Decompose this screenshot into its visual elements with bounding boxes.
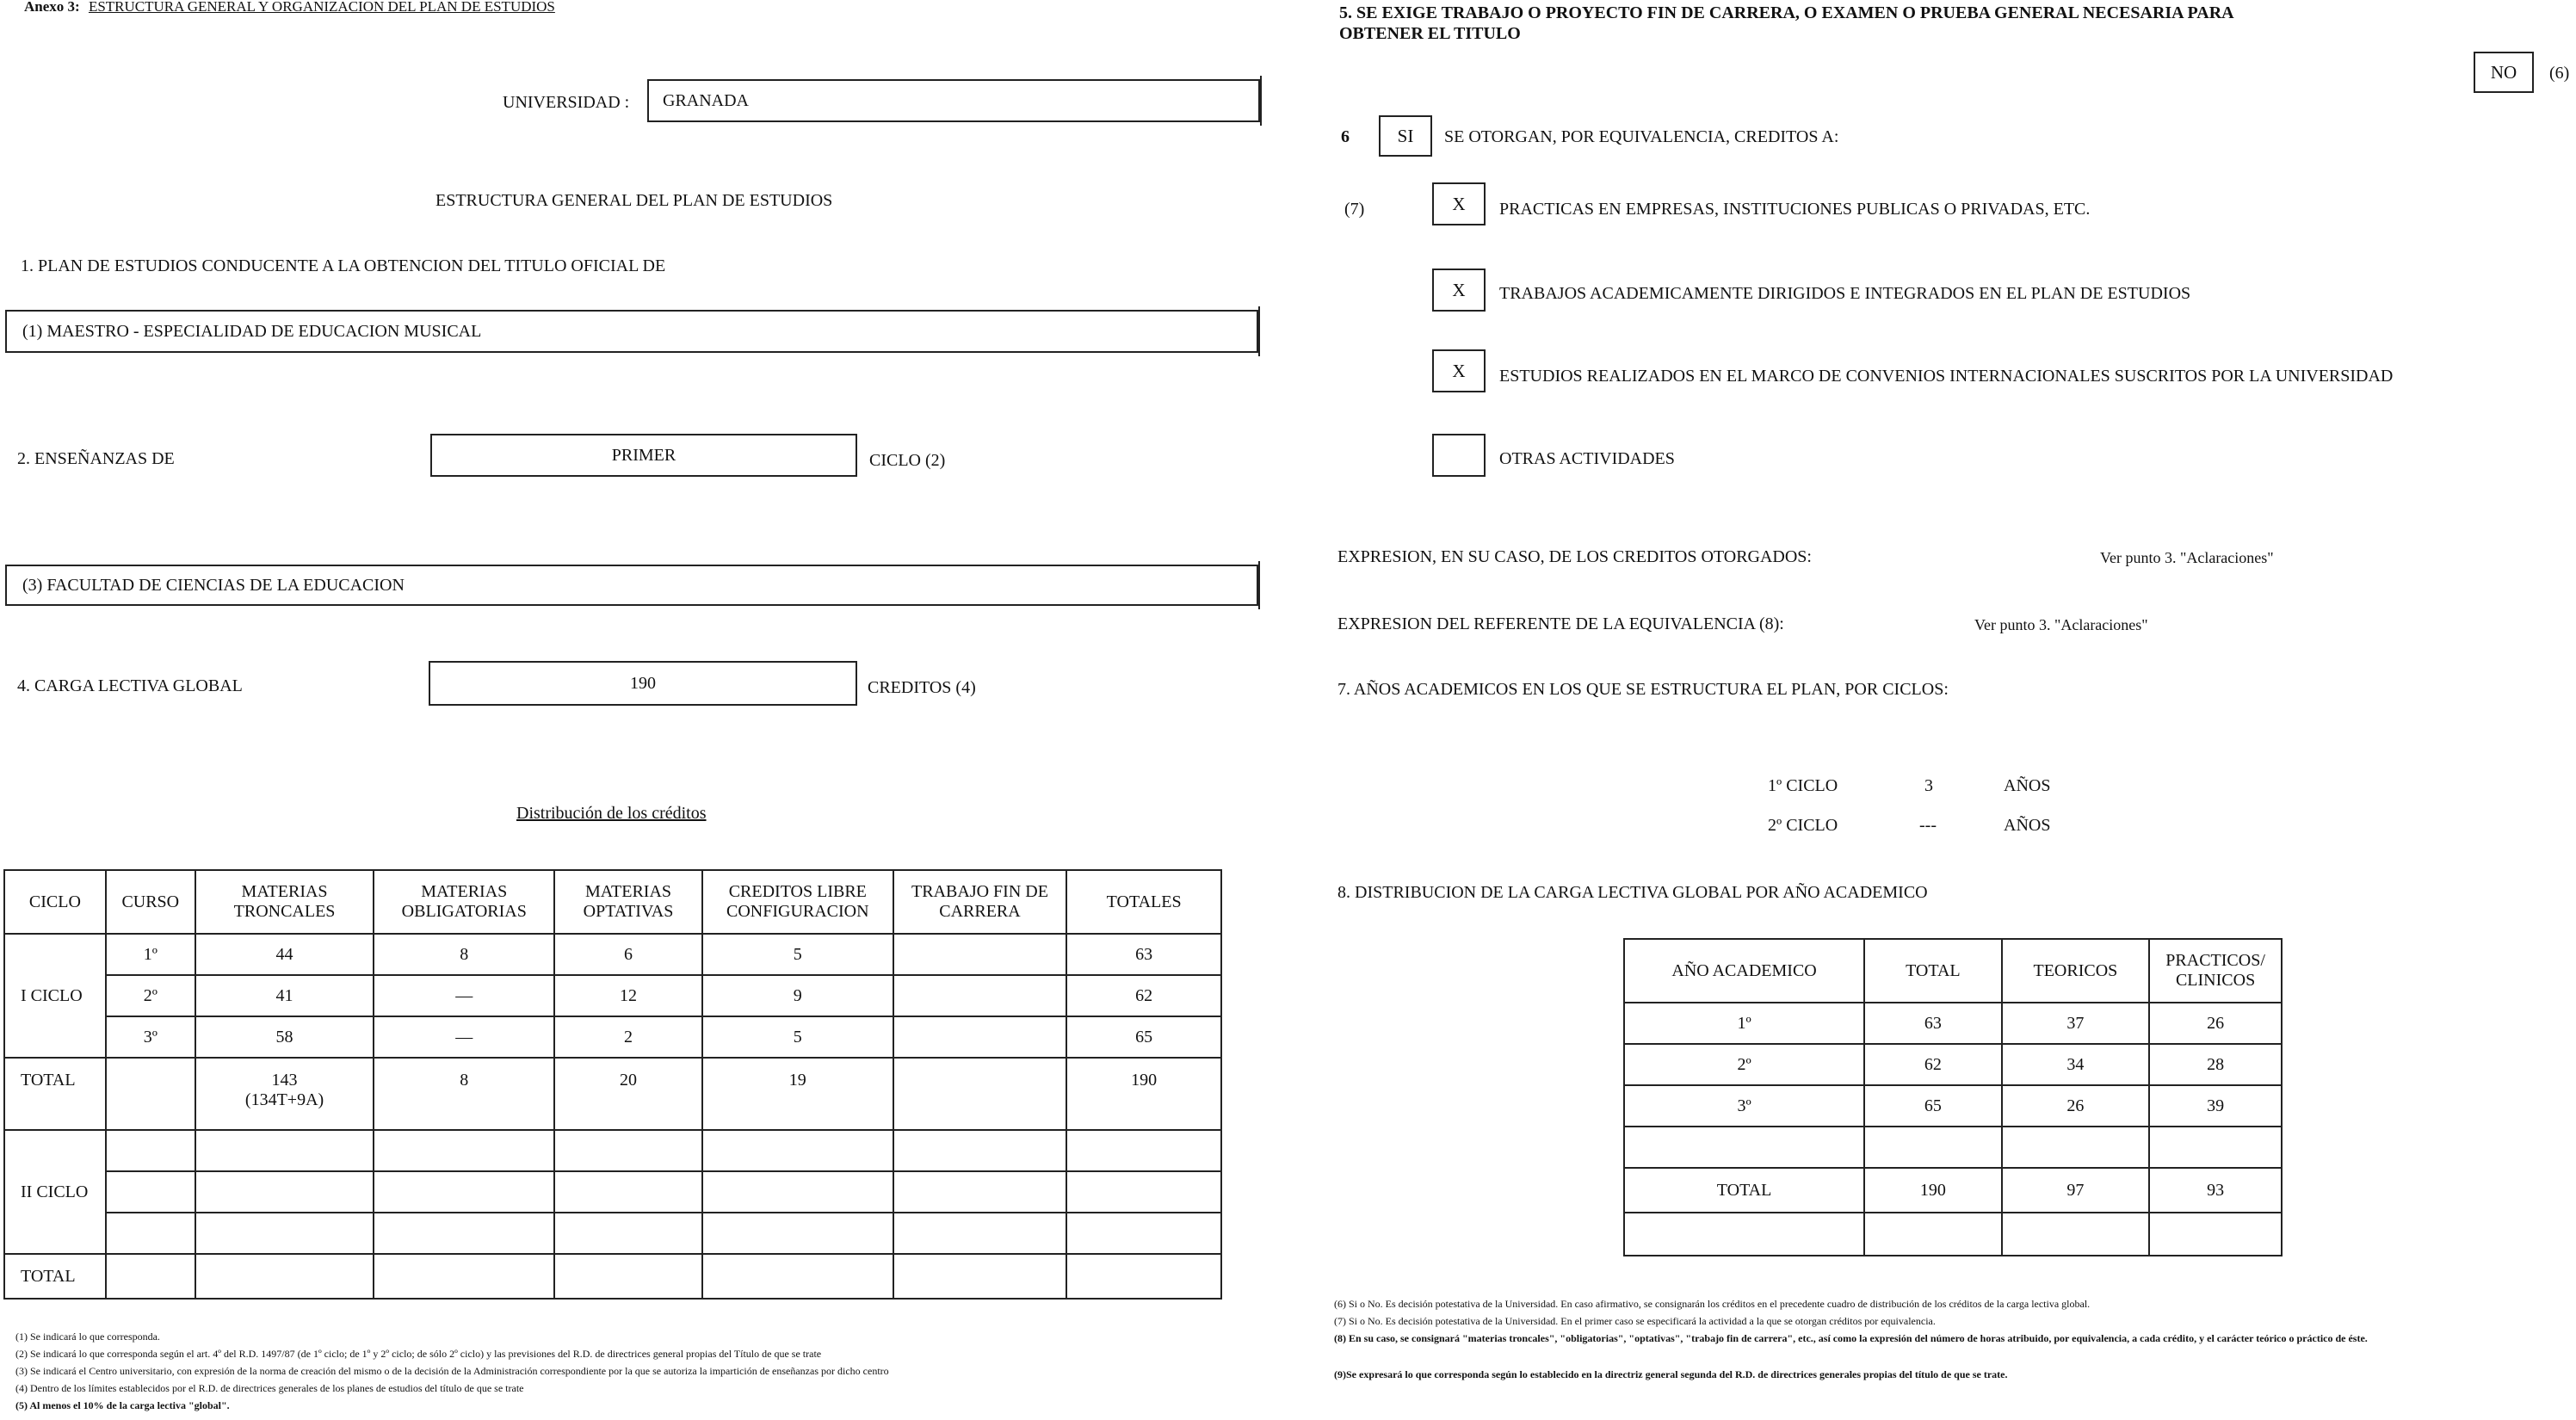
- cell-teoricos-total: 97: [2002, 1168, 2150, 1213]
- table-row: [4, 1213, 1221, 1254]
- header-optativas: MATERIAS OPTATIVAS: [554, 870, 702, 934]
- table-row: [1624, 1044, 2282, 1085]
- cell-year-total: TOTAL: [1624, 1168, 1864, 1213]
- table-row: [1624, 1085, 2282, 1127]
- cell-troncales: 44: [195, 934, 374, 975]
- cell-totales: 63: [1066, 934, 1221, 975]
- cell-libre: 5: [702, 934, 893, 975]
- table-row: [1624, 1213, 2282, 1256]
- cell-total: 65: [1864, 1085, 2001, 1127]
- cell-optativas: 12: [554, 975, 702, 1016]
- expresion-creditos-value: Ver punto 3. "Aclaraciones": [2100, 549, 2274, 566]
- header-obligatorias: MATERIAS OBLIGATORIAS: [374, 870, 554, 934]
- ciclo1-years: 3: [1924, 776, 1933, 795]
- table-row: [4, 1171, 1221, 1213]
- carga-field: [429, 661, 857, 706]
- ensenanzas-field: [430, 434, 857, 477]
- structure-heading: ESTRUCTURA GENERAL DEL PLAN DE ESTUDIOS: [436, 191, 833, 210]
- ciclo1-name: 1º CICLO: [1768, 776, 1838, 795]
- cell-total: 62: [1864, 1044, 2001, 1085]
- option-mark: X: [1452, 193, 1466, 214]
- cell-teoricos: 34: [2002, 1044, 2150, 1085]
- annex-title: ESTRUCTURA GENERAL Y ORGANIZACION DEL PLAN DE ESTUDIOS: [88, 0, 555, 15]
- footnote: (1) Se indicará lo que corresponda.: [15, 1330, 160, 1343]
- ciclo2-years: ---: [1919, 816, 1937, 835]
- distribucion-title: Distribución de los créditos: [516, 804, 707, 823]
- footnote: (7) Si o No. Es decisión potestativa de la Universidad. En el primer caso se especificará la actividad a la que se otorgan créditos por equivalencia.: [1334, 1315, 1936, 1327]
- ciclo1-label: I CICLO: [4, 934, 106, 1058]
- item6-label: 6: [1341, 127, 1350, 146]
- header-total: TOTAL: [1864, 939, 2001, 1003]
- cell-teoricos: 37: [2002, 1003, 2150, 1044]
- option-label-otras: OTRAS ACTIVIDADES: [1499, 449, 1675, 468]
- cell-practicos: 39: [2149, 1085, 2282, 1127]
- cell-libre-total: 19: [702, 1058, 893, 1130]
- header-trabajo: TRABAJO FIN DE CARRERA: [893, 870, 1067, 934]
- header-totales: TOTALES: [1066, 870, 1221, 934]
- table-row: [4, 934, 1221, 975]
- otorgan-text: SE OTORGAN, POR EQUIVALENCIA, CREDITOS A:: [1444, 127, 1839, 146]
- credits-table: [3, 869, 1222, 1300]
- total-label: TOTAL: [4, 1058, 106, 1130]
- section5-line2: OBTENER EL TITULO: [1339, 24, 1521, 43]
- total-row: [1624, 1168, 2282, 1213]
- cell-totales: 65: [1066, 1016, 1221, 1058]
- cell-optativas: 6: [554, 934, 702, 975]
- cell-curso: 1º: [106, 934, 195, 975]
- cell-optativas-total: 20: [554, 1058, 702, 1130]
- expresion-referente-value: Ver punto 3. "Aclaraciones": [1974, 616, 2148, 633]
- annex-label: Anexo 3:: [24, 0, 80, 15]
- cell-troncales: 41: [195, 975, 374, 1016]
- table-row: [1624, 1127, 2282, 1168]
- centro-field: [5, 565, 1258, 606]
- ciclo2-label: II CICLO: [4, 1130, 106, 1254]
- universidad-label: UNIVERSIDAD :: [503, 93, 630, 112]
- footnote: (6) Si o No. Es decisión potestativa de la Universidad. En caso afirmativo, se consignarán los créditos en el precedente cuadro de distribución de los créditos de la carga lectiva global.: [1334, 1298, 2091, 1310]
- section5-line1: 5. SE EXIGE TRABAJO O PROYECTO FIN DE CARRERA, O EXAMEN O PRUEBA GENERAL NECESARIA PARA: [1339, 3, 2234, 22]
- cell-teoricos: 26: [2002, 1085, 2150, 1127]
- item7-label: (7): [1344, 200, 1365, 219]
- credits-header-row: [4, 870, 1221, 934]
- header-libre: CREDITOS LIBRE CONFIGURACION: [702, 870, 893, 934]
- cell-totales: 62: [1066, 975, 1221, 1016]
- annex-heading: [24, 0, 555, 15]
- titulo-field: [5, 310, 1258, 353]
- total-label-2: TOTAL: [4, 1254, 106, 1299]
- cell-optativas: 2: [554, 1016, 702, 1058]
- cell-practicos-total: 93: [2149, 1168, 2282, 1213]
- cell-trabajo: [893, 975, 1067, 1016]
- option-mark: X: [1452, 279, 1466, 300]
- cell-total-total: 190: [1864, 1168, 2001, 1213]
- footnote: (9)Se expresará lo que corresponda según lo establecido en la directriz general segunda del R.D. de directrices generales propias del título de que se trate.: [1334, 1368, 2008, 1380]
- cell-libre: 9: [702, 975, 893, 1016]
- section2-label: 2. ENSEÑANZAS DE: [17, 449, 175, 468]
- cell-troncales: 58: [195, 1016, 374, 1058]
- ciclo1-unit: AÑOS: [2004, 776, 2051, 795]
- option-label-trabajos: TRABAJOS ACADEMICAMENTE DIRIGIDOS E INTEGRADOS EN EL PLAN DE ESTUDIOS: [1499, 284, 2191, 303]
- cell-curso: 2º: [106, 975, 195, 1016]
- option-label-estudios: ESTUDIOS REALIZADOS EN EL MARCO DE CONVENIOS INTERNACIONALES SUSCRITOS POR LA UNIVERSIDAD: [1499, 367, 2394, 386]
- footnote: (3) Se indicará el Centro universitario, con expresión de la norma de creación del mismo o de la decisión de la Administración correspondiente por la que se autoriza la impartición de enseñanzas por dicho centro: [15, 1365, 889, 1377]
- table-row: [4, 1016, 1221, 1058]
- year-table: [1623, 938, 2283, 1256]
- footnote: (2) Se indicará lo que corresponda según el art. 4º del R.D. 1497/87 (de 1º ciclo; de 1º y 2º ciclo; de sólo 2º ciclo) y las previsiones del R.D. de directrices general propias del Título de que se trate: [15, 1348, 822, 1360]
- ciclo2-unit: AÑOS: [2004, 816, 2051, 835]
- table-row: [4, 1130, 1221, 1171]
- header-ano: AÑO ACADEMICO: [1624, 939, 1864, 1003]
- troncales-total-detail: (134T+9A): [244, 1090, 324, 1109]
- si-value: SI: [1397, 125, 1414, 146]
- cell-year: 3º: [1624, 1085, 1864, 1127]
- section7-label: 7. AÑOS ACADEMICOS EN LOS QUE SE ESTRUCTURA EL PLAN, POR CICLOS:: [1337, 680, 1949, 699]
- total-row: [4, 1254, 1221, 1299]
- option-label-practicas: PRACTICAS EN EMPRESAS, INSTITUCIONES PUBLICAS O PRIVADAS, ETC.: [1499, 200, 2091, 219]
- cell-obligatorias: —: [374, 975, 554, 1016]
- universidad-value: GRANADA: [663, 90, 749, 110]
- option-checkbox-practicas: [1432, 182, 1486, 225]
- header-curso: CURSO: [106, 870, 195, 934]
- cell-totales-total: 190: [1066, 1058, 1221, 1130]
- footnote: (4) Dentro de los límites establecidos por el R.D. de directrices generales de los planes de estudios del título de que se trate: [15, 1382, 524, 1394]
- section8-label: 8. DISTRIBUCION DE LA CARGA LECTIVA GLOBAL POR AÑO ACADEMICO: [1337, 883, 1928, 902]
- si-box: [1379, 115, 1432, 157]
- no-box: [2474, 52, 2534, 93]
- option-checkbox-otras: [1432, 434, 1486, 477]
- cell-practicos: 26: [2149, 1003, 2282, 1044]
- expresion-creditos-label: EXPRESION, EN SU CASO, DE LOS CREDITOS OTORGADOS:: [1337, 547, 1812, 566]
- carga-value: 190: [630, 673, 656, 693]
- titulo-value: (1) MAESTRO - ESPECIALIDAD DE EDUCACION MUSICAL: [22, 321, 482, 341]
- cell-trabajo: [893, 1016, 1067, 1058]
- cell-curso: [106, 1058, 195, 1130]
- section4-label: 4. CARGA LECTIVA GLOBAL: [17, 676, 243, 695]
- table-row: [1624, 1003, 2282, 1044]
- cell-trabajo-total: [893, 1058, 1067, 1130]
- troncales-total-value: 143: [271, 1071, 298, 1090]
- cell-obligatorias-total: 8: [374, 1058, 554, 1130]
- cell-trabajo: [893, 934, 1067, 975]
- no-value: NO: [2490, 61, 2517, 83]
- cell-libre: 5: [702, 1016, 893, 1058]
- option-checkbox-trabajos: [1432, 269, 1486, 312]
- cell-total: 63: [1864, 1003, 2001, 1044]
- no-note: (6): [2549, 64, 2570, 83]
- cell-year: 1º: [1624, 1003, 1864, 1044]
- header-troncales: MATERIAS TRONCALES: [195, 870, 374, 934]
- header-practicos: PRACTICOS/ CLINICOS: [2149, 939, 2282, 1003]
- total-row: [4, 1058, 1221, 1130]
- table-row: [4, 975, 1221, 1016]
- ensenanzas-value: PRIMER: [611, 445, 676, 465]
- cell-year: 2º: [1624, 1044, 1864, 1085]
- expresion-referente-label: EXPRESION DEL REFERENTE DE LA EQUIVALENCIA (8):: [1337, 614, 1784, 633]
- ciclo-suffix: CICLO (2): [869, 451, 946, 470]
- creditos-suffix: CREDITOS (4): [868, 678, 976, 697]
- header-ciclo: CICLO: [4, 870, 106, 934]
- option-mark: X: [1452, 360, 1466, 381]
- ciclo2-name: 2º CICLO: [1768, 816, 1838, 835]
- cell-practicos: 28: [2149, 1044, 2282, 1085]
- cell-troncales-total: [195, 1058, 374, 1130]
- header-teoricos: TEORICOS: [2002, 939, 2150, 1003]
- centro-value: (3) FACULTAD DE CIENCIAS DE LA EDUCACION: [22, 575, 405, 595]
- footnote: (8) En su caso, se consignará "materias troncales", "obligatorias", "optativas", "trabajo fin de carrera", etc., así como la expresión del número de horas atribuido, por equivalencia, a cada crédito, y el carácter teórico o práctico de éste.: [1334, 1332, 2368, 1344]
- footnote: (5) Al menos el 10% de la carga lectiva "global".: [15, 1399, 230, 1411]
- universidad-field: [647, 79, 1260, 122]
- option-checkbox-estudios: [1432, 349, 1486, 392]
- cell-curso: 3º: [106, 1016, 195, 1058]
- section1-label: 1. PLAN DE ESTUDIOS CONDUCENTE A LA OBTENCION DEL TITULO OFICIAL DE: [21, 256, 666, 275]
- cell-obligatorias: 8: [374, 934, 554, 975]
- year-header-row: [1624, 939, 2282, 1003]
- cell-obligatorias: —: [374, 1016, 554, 1058]
